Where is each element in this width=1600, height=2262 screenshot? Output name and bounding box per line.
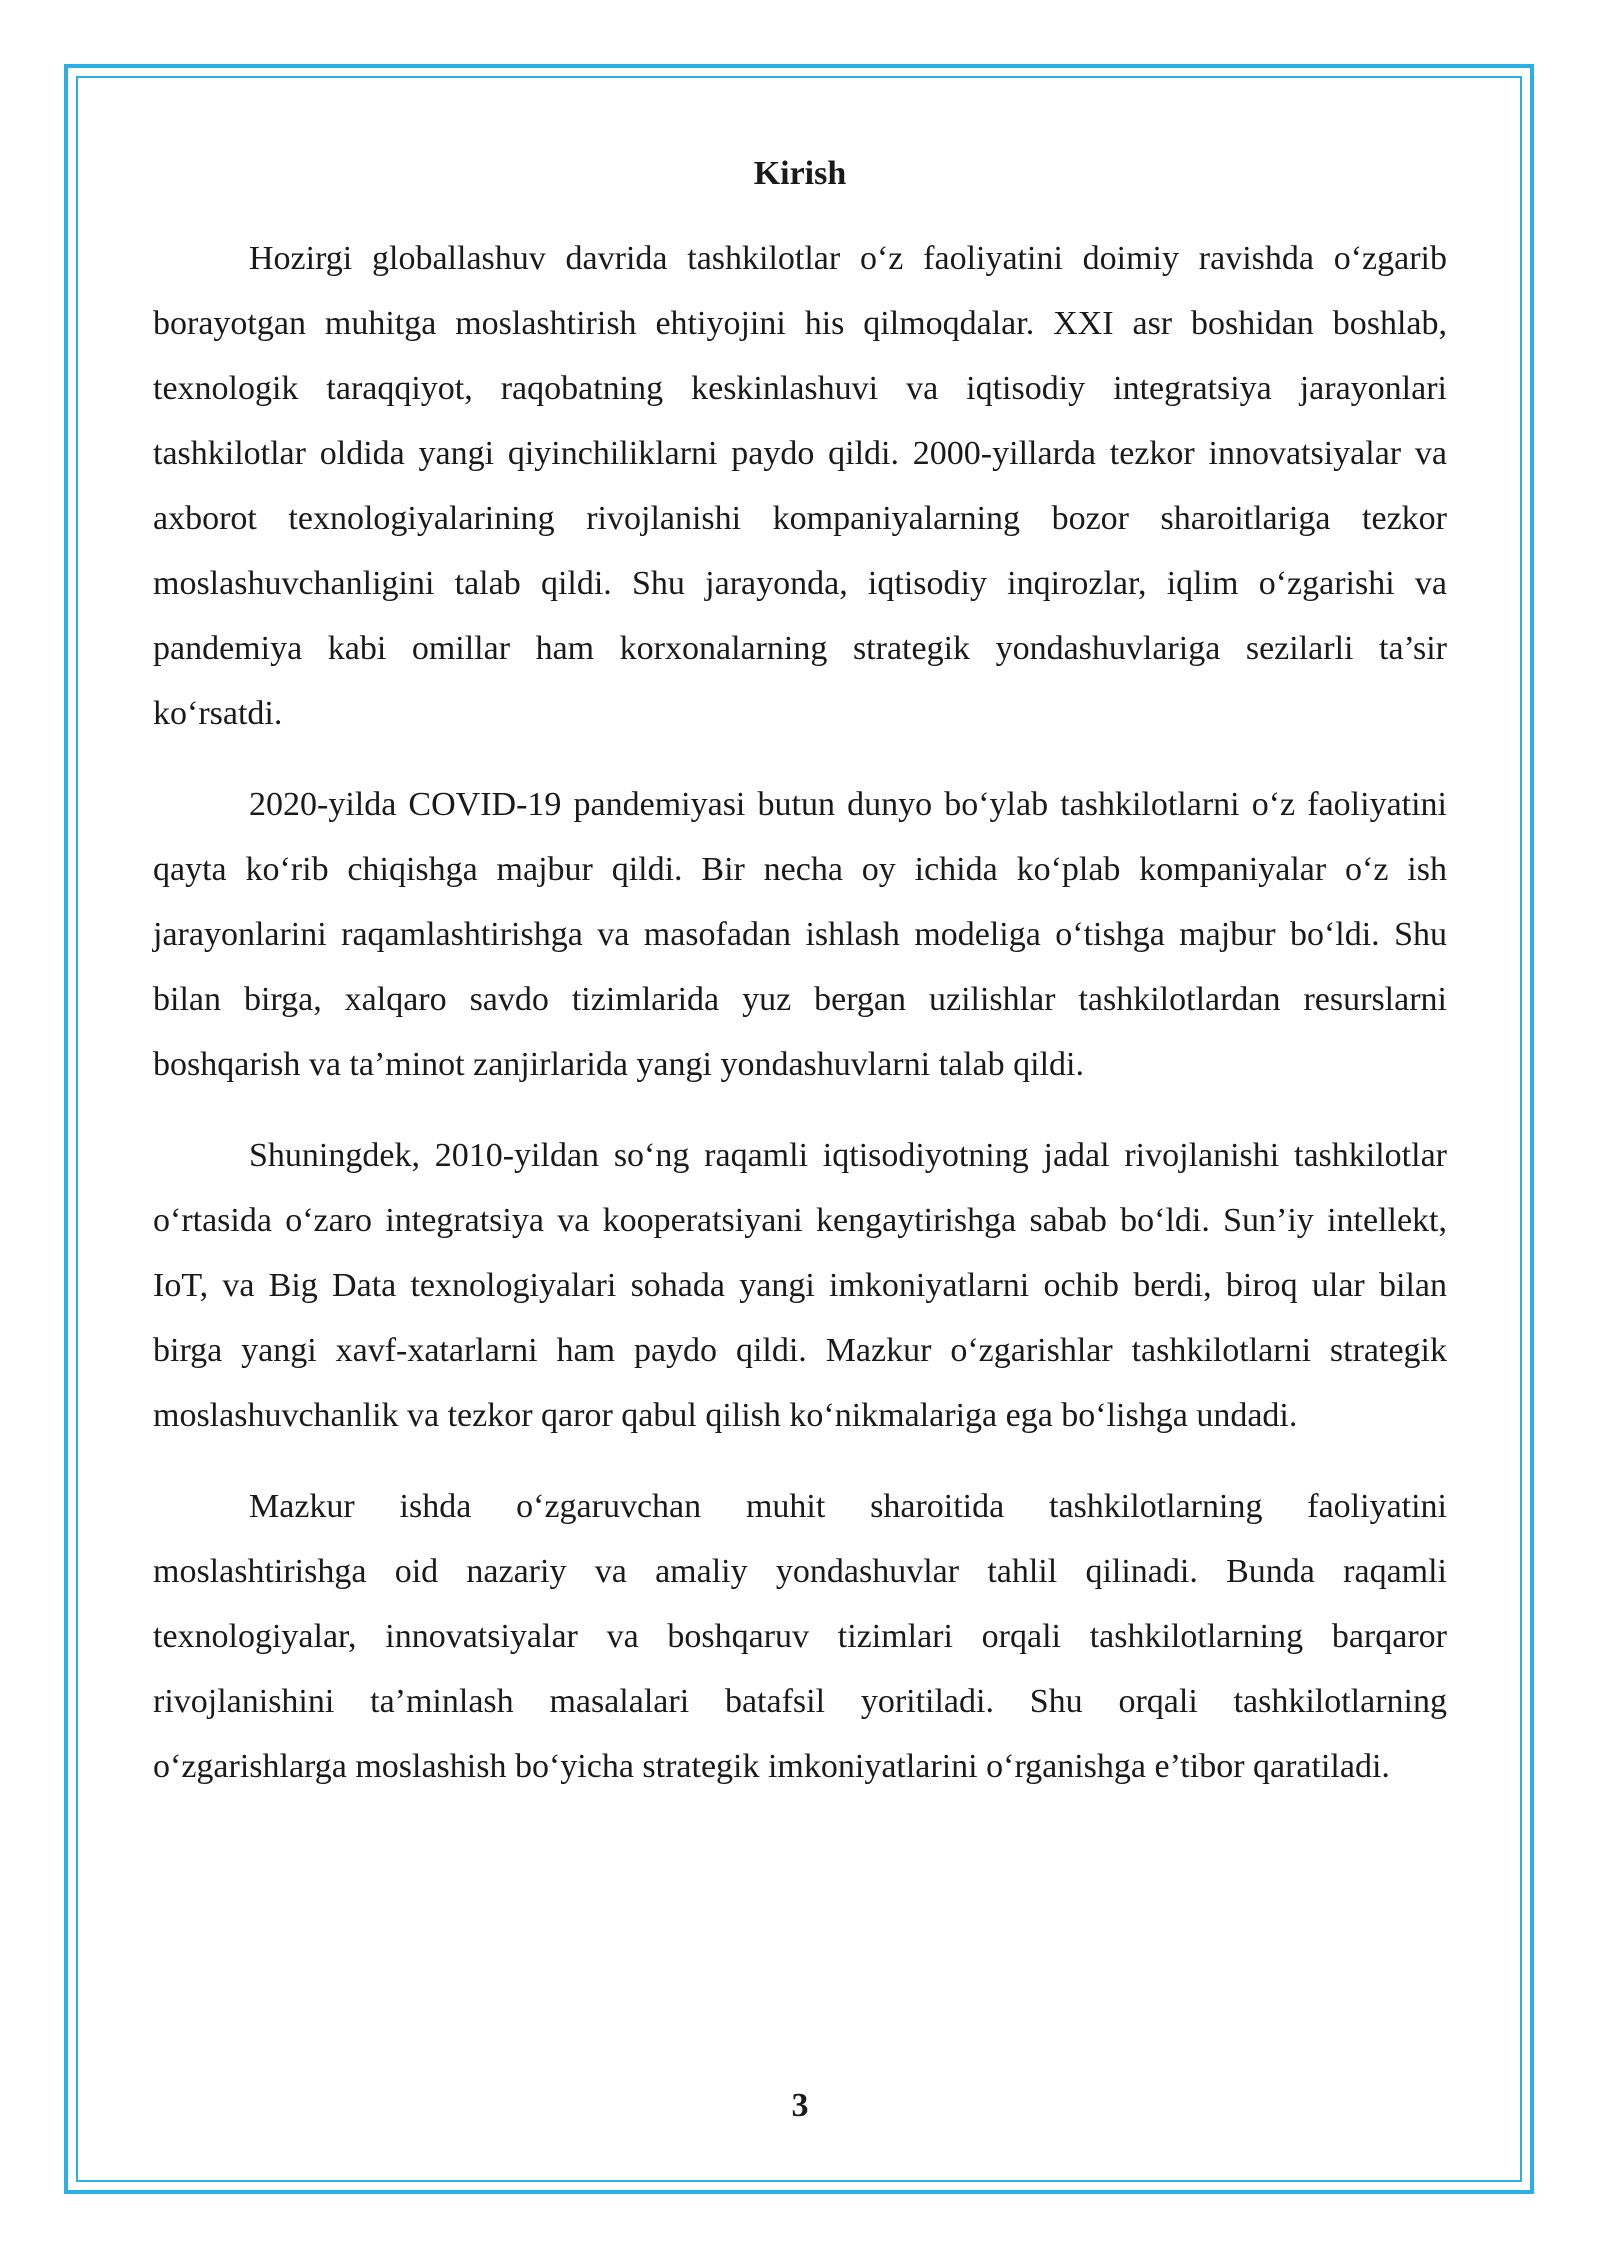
section-title: Kirish — [753, 155, 847, 192]
paragraph-3: Shuningdek, 2010-yildan so‘ng raqamli iqtisodiyotning jadal rivojlanishi tashkilotlar o‘rtasida o‘zaro integratsiya va kooperatsiyani kengaytirishga sabab bo‘ldi. Sun’iy intellekt, IoT, va Big Data texnologiyalari sohada yangi imkoniyatlarni ochib berdi, biroq ular bilan birga yangi xavf-xatarlarni ham paydo qildi. Mazkur o‘zgarishlar tashkilotlarni strategik moslashuvchanlik va tezkor qaror qabul qilish ko‘nikmalariga ega bo‘lishga undadi. — [153, 1137, 1447, 1434]
page-number: 3 — [791, 2087, 809, 2124]
document-body — [153, 144, 1447, 1825]
paragraph-1: Hozirgi globallashuv davrida tashkilotlar o‘z faoliyatini doimiy ravishda o‘zgarib borayotgan muhitga moslashtirish ehtiyojini his qilmoqdalar. XXI asr boshidan boshlab, texnologik taraqqiyot, raqobatning keskinlashuvi va iqtisodiy integratsiya jarayonlari tashkilotlar oldida yangi qiyinchiliklarni paydo qildi. 2000-yillarda tezkor innovatsiyalar va axborot texnologiyalarining rivojlanishi kompaniyalarning bozor sharoitlariga tezkor moslashuvchanligini talab qildi. Shu jarayonda, iqtisodiy inqirozlar, iqlim o‘zgarishi va pandemiya kabi omillar ham korxonalarning strategik yondashuvlariga sezilarli ta’sir ko‘rsatdi. — [153, 240, 1447, 732]
paragraph-2: 2020-yilda COVID-19 pandemiyasi butun dunyo bo‘ylab tashkilotlarni o‘z faoliyatini qayta ko‘rib chiqishga majbur qildi. Bir necha oy ichida ko‘plab kompaniyalar o‘z ish jarayonlarini raqamlashtirishga va masofadan ishlash modeliga o‘tishga majbur bo‘ldi. Shu bilan birga, xalqaro savdo tizimlarida yuz bergan uzilishlar tashkilotlardan resurslarni boshqarish va ta’minot zanjirlarida yangi yondashuvlarni talab qildi. — [153, 786, 1447, 1083]
paragraph-4: Mazkur ishda o‘zgaruvchan muhit sharoitida tashkilotlarning faoliyatini moslashtirishga oid nazariy va amaliy yondashuvlar tahlil qilinadi. Bunda raqamli texnologiyalar, innovatsiyalar va boshqaruv tizimlari orqali tashkilotlarning barqaror rivojlanishini ta’minlash masalalari batafsil yoritiladi. Shu orqali tashkilotlarning o‘zgarishlarga moslashish bo‘yicha strategik imkoniyatlarini o‘rganishga e’tibor qaratiladi. — [153, 1488, 1447, 1785]
